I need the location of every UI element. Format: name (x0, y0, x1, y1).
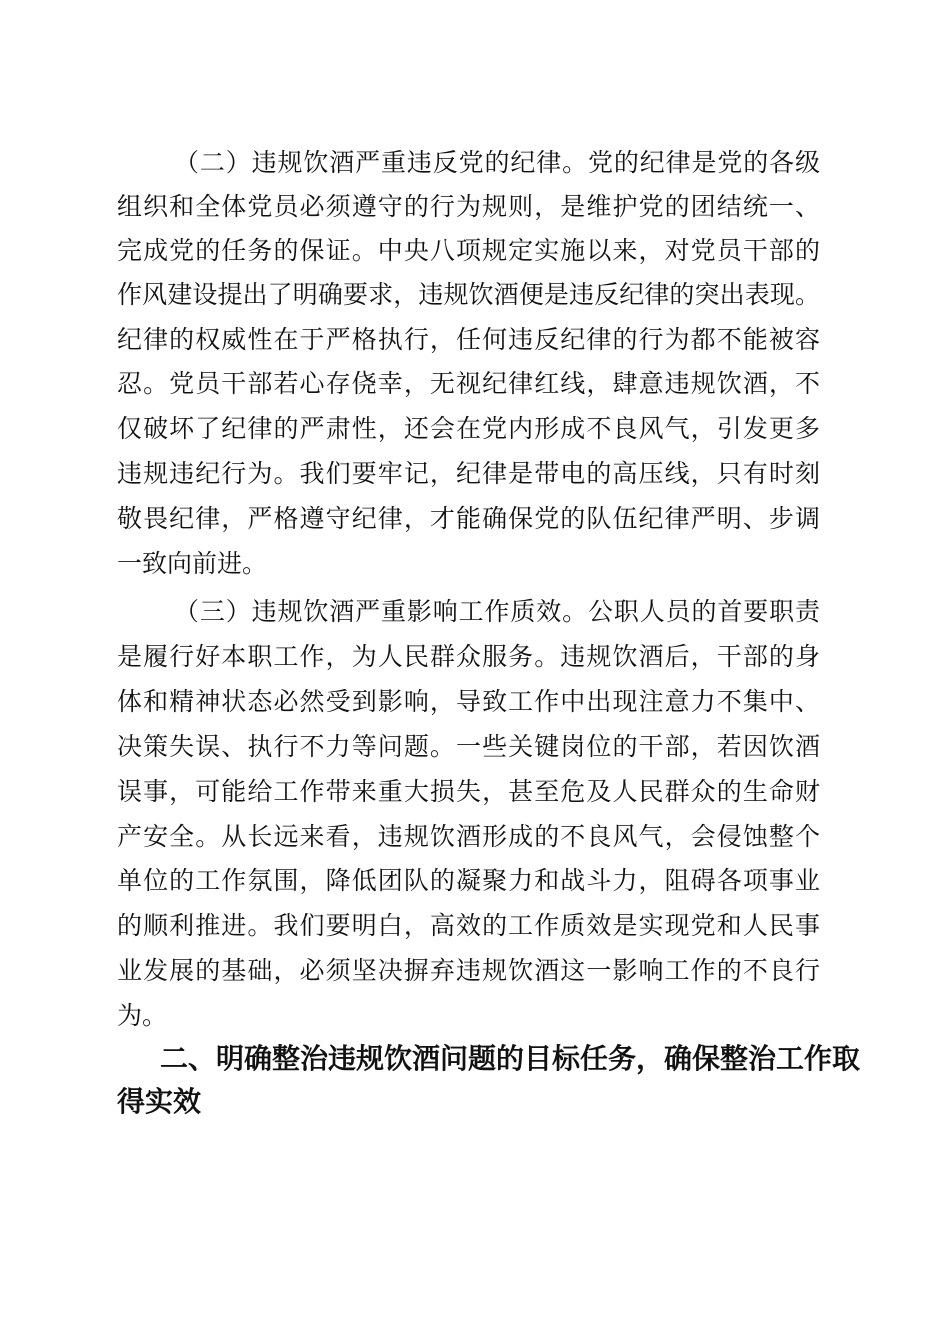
paragraph-line: 业发展的基础，必须坚决摒弃违规饮酒这一影响工作的不良行 (117, 956, 820, 985)
paragraph-line: （三）违规饮酒严重影响工作质效。公职人员的首要职责 (174, 597, 820, 626)
paragraph-line: 忍。党员干部若心存侥幸，无视纪律红线，肆意违规饮酒，不 (117, 369, 820, 398)
paragraph-line: 违规违纪行为。我们要牢记，纪律是带电的高压线，只有时刻 (117, 459, 820, 488)
paragraph-line: 完成党的任务的保证。中央八项规定实施以来，对党员干部的 (117, 236, 820, 265)
paragraph-line: 纪律的权威性在于严格执行，任何违反纪律的行为都不能被容 (117, 325, 820, 354)
paragraph-line: 决策失误、执行不力等问题。一些关键岗位的干部，若因饮酒 (117, 732, 820, 761)
paragraph-line: 是履行好本职工作，为人民群众服务。违规饮酒后，干部的身 (117, 642, 820, 671)
paragraph-line: 误事，可能给工作带来重大损失，甚至危及人民群众的生命财 (117, 777, 820, 806)
heading-line: 得实效 (117, 1085, 202, 1118)
paragraph-line: 仅破坏了纪律的严肃性，还会在党内形成不良风气，引发更多 (117, 414, 820, 443)
paragraph-line: 为。 (117, 1001, 168, 1030)
paragraph-line: 一致向前进。 (117, 549, 268, 578)
paragraph-line: 的顺利推进。我们要明白，高效的工作质效是实现党和人民事 (117, 911, 820, 940)
paragraph-line: 作风建设提出了明确要求，违规饮酒便是违反纪律的突出表现。 (117, 280, 820, 309)
paragraph-line: 敬畏纪律，严格遵守纪律，才能确保党的队伍纪律严明、步调 (117, 504, 820, 533)
heading-line: 二、明确整治违规饮酒问题的目标任务，确保整治工作取 (160, 1042, 861, 1075)
paragraph-line: 单位的工作氛围，降低团队的凝聚力和战斗力，阻碍各项事业 (117, 866, 820, 895)
paragraph-line: （二）违规饮酒严重违反党的纪律。党的纪律是党的各级 (174, 148, 820, 177)
paragraph-line: 组织和全体党员必须遵守的行为规则，是维护党的团结统一、 (117, 192, 820, 221)
paragraph-line: 体和精神状态必然受到影响，导致工作中出现注意力不集中、 (117, 687, 820, 716)
paragraph-line: 产安全。从长远来看，违规饮酒形成的不良风气，会侵蚀整个 (117, 822, 820, 851)
